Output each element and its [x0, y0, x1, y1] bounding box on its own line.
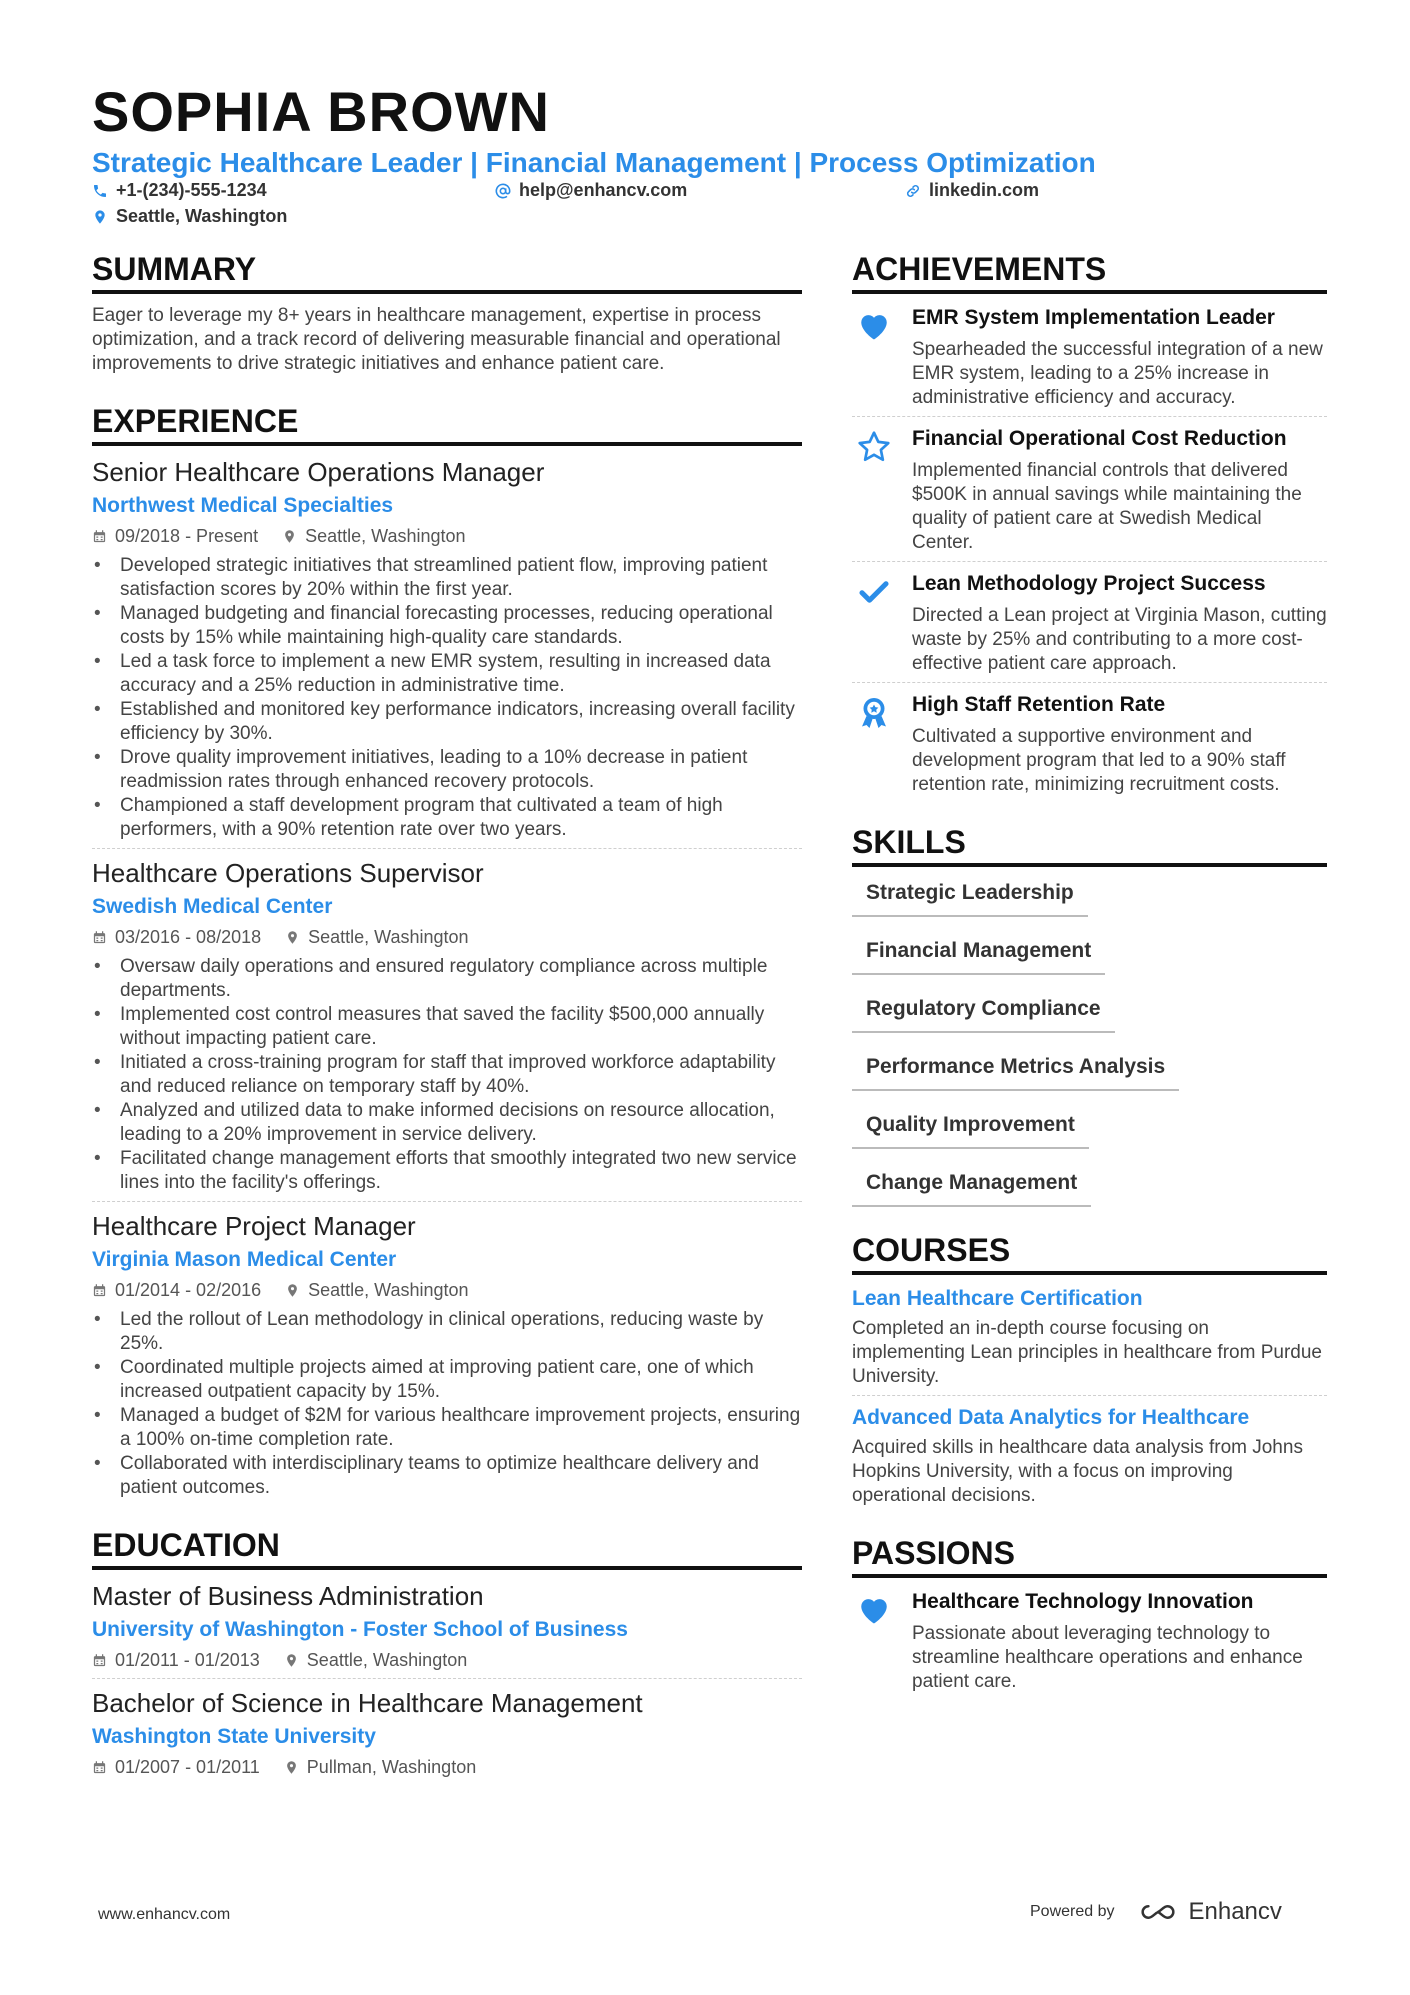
summary-text: Eager to leverage my 8+ years in healthcare management, expertise in process optimization, and a track record of delivering measurable financial and operational improvements to drive strategic initiatives and enhance patient care. [92, 305, 781, 374]
location-text: Seattle, Washington [116, 206, 288, 226]
achievement-title: EMR System Implementation Leader [912, 306, 1275, 329]
divider [92, 1678, 802, 1679]
enhancv-logo[interactable] [1135, 1898, 1282, 1926]
contact-phone [92, 180, 267, 201]
achievement-title: Lean Methodology Project Success [912, 572, 1266, 595]
candidate-name: SOPHIA BROWN [92, 80, 550, 143]
summary-heading: SUMMARY [92, 250, 802, 294]
skill-tag: Change Management [852, 1167, 1091, 1207]
achievement-title: Financial Operational Cost Reduction [912, 427, 1287, 450]
achievement-item [852, 425, 1327, 555]
location-pin-icon [92, 209, 108, 225]
bullet-item: • Led the rollout of Lean methodology in clinical operations, reducing waste by 25%. [92, 1308, 802, 1356]
right-column [852, 250, 1327, 1694]
achievement-title: High Staff Retention Rate [912, 693, 1166, 716]
course-desc: Acquired skills in healthcare data analysis from Johns Hopkins University, with a focus on improving operational decisions. [852, 1437, 1303, 1506]
education-dates: 01/2007 - 01/2011 [92, 1755, 260, 1779]
bullet-item: • Collaborated with interdisciplinary teams to optimize healthcare delivery and patient outcomes. [92, 1452, 802, 1500]
bullet-item: • Facilitated change management efforts that smoothly integrated two new service lines into the facility's offerings. [92, 1147, 802, 1195]
job-title: Senior Healthcare Operations Manager [92, 457, 545, 487]
skills-list [852, 877, 1327, 1225]
job-title: Healthcare Project Manager [92, 1211, 416, 1241]
heart-icon [856, 308, 892, 344]
achievement-item [852, 691, 1327, 797]
education-location: Pullman, Washington [284, 1755, 476, 1779]
course-item [852, 1285, 1327, 1389]
bullet-item: • Championed a staff development program that cultivated a team of high performers, with a 90% retention rate over two years. [92, 794, 802, 842]
skill-tag: Regulatory Compliance [852, 993, 1115, 1033]
divider [852, 1395, 1327, 1396]
passions-heading: PASSIONS [852, 1534, 1327, 1578]
bullet-item: • Initiated a cross-training program for staff that improved workforce adaptability and reduced reliance on temporary staff by 40%. [92, 1051, 802, 1099]
education-heading: EDUCATION [92, 1526, 802, 1570]
job-bullets [92, 554, 802, 842]
job-dates: 09/2018 - Present [92, 524, 258, 548]
job-entry [92, 1210, 802, 1500]
skill-tag: Financial Management [852, 935, 1105, 975]
contact-location [92, 206, 287, 227]
contact-linkedin[interactable] [905, 180, 1039, 201]
calendar-icon [92, 529, 107, 544]
powered-by-label: Powered by [1030, 1903, 1115, 1920]
divider [92, 1201, 802, 1202]
star-icon [856, 429, 892, 465]
checkmark-icon [856, 574, 892, 610]
location-pin-icon [285, 1283, 300, 1298]
enhancv-logo-icon [1135, 1900, 1181, 1924]
footer-website[interactable]: www.enhancv.com [98, 1906, 231, 1923]
passion-desc: Passionate about leveraging technology to streamline healthcare operations and enhance patient care. [912, 1623, 1303, 1692]
bullet-item: • Analyzed and utilized data to make informed decisions on resource allocation, leading to a 20% improvement in service delivery. [92, 1099, 802, 1147]
job-entry [92, 857, 802, 1195]
divider [92, 848, 802, 849]
calendar-icon [92, 1760, 107, 1775]
heart-icon [856, 1592, 892, 1628]
achievement-item [852, 570, 1327, 676]
footer-branding [1030, 1898, 1282, 1926]
divider [852, 561, 1327, 562]
job-meta [92, 925, 802, 949]
achievement-desc: Directed a Lean project at Virginia Mason, cutting waste by 25% and contributing to a more cost-effective patient care approach. [912, 605, 1327, 674]
job-title: Healthcare Operations Supervisor [92, 858, 484, 888]
phone-text: +1-(234)-555-1234 [116, 180, 267, 200]
degree-title: Bachelor of Science in Healthcare Management [92, 1688, 643, 1718]
achievement-desc: Cultivated a supportive environment and development program that led to a 90% staff retention rate, minimizing recruitment costs. [912, 726, 1286, 795]
at-icon [495, 183, 511, 199]
passion-item [852, 1588, 1327, 1694]
bullet-item: • Coordinated multiple projects aimed at improving patient care, one of which increased outpatient capacity by 15%. [92, 1356, 802, 1404]
divider [852, 416, 1327, 417]
email-text[interactable]: help@enhancv.com [519, 180, 688, 200]
degree-title: Master of Business Administration [92, 1581, 484, 1611]
school-name: University of Washington - Foster School of Business [92, 1618, 628, 1641]
job-meta [92, 1278, 802, 1302]
left-column [92, 250, 802, 1779]
achievement-desc: Spearheaded the successful integration of a new EMR system, leading to a 25% increase in administrative efficiency and accuracy. [912, 339, 1323, 408]
contact-email[interactable] [495, 180, 687, 201]
education-location: Seattle, Washington [284, 1648, 467, 1672]
candidate-subtitle: Strategic Healthcare Leader | Financial Management | Process Optimization [92, 147, 1096, 178]
location-pin-icon [285, 930, 300, 945]
award-ribbon-icon [856, 695, 892, 731]
job-meta [92, 524, 802, 548]
courses-heading: COURSES [852, 1231, 1327, 1275]
calendar-icon [92, 1283, 107, 1298]
skill-tag: Performance Metrics Analysis [852, 1051, 1179, 1091]
school-name: Washington State University [92, 1725, 376, 1748]
course-title: Lean Healthcare Certification [852, 1287, 1143, 1310]
achievement-desc: Implemented financial controls that delivered $500K in annual savings while maintaining the quality of patient care at Swedish Medical Center. [912, 460, 1302, 553]
location-pin-icon [284, 1760, 299, 1775]
passion-title: Healthcare Technology Innovation [912, 1590, 1254, 1613]
job-entry [92, 456, 802, 842]
skill-tag: Strategic Leadership [852, 877, 1088, 917]
bullet-item: • Led a task force to implement a new EMR system, resulting in increased data accuracy and a 25% reduction in administrative time. [92, 650, 802, 698]
job-bullets [92, 955, 802, 1195]
education-meta [92, 1755, 802, 1779]
achievements-heading: ACHIEVEMENTS [852, 250, 1327, 294]
job-dates: 03/2016 - 08/2018 [92, 925, 261, 949]
location-pin-icon [282, 529, 297, 544]
bullet-item: • Managed a budget of $2M for various healthcare improvement projects, ensuring a 100% on-time completion rate. [92, 1404, 802, 1452]
location-pin-icon [284, 1653, 299, 1668]
course-title: Advanced Data Analytics for Healthcare [852, 1406, 1250, 1429]
bullet-item: • Drove quality improvement initiatives, leading to a 10% decrease in patient readmission rates through enhanced recovery protocols. [92, 746, 802, 794]
bullet-item: • Established and monitored key performance indicators, increasing overall facility efficiency by 30%. [92, 698, 802, 746]
job-dates: 01/2014 - 02/2016 [92, 1278, 261, 1302]
skills-heading: SKILLS [852, 823, 1327, 867]
education-meta [92, 1648, 802, 1672]
achievement-item [852, 304, 1327, 410]
bullet-item: • Developed strategic initiatives that streamlined patient flow, improving patient satisfaction scores by 20% within the first year. [92, 554, 802, 602]
company-name: Swedish Medical Center [92, 895, 333, 918]
company-name: Virginia Mason Medical Center [92, 1248, 397, 1271]
skill-tag: Quality Improvement [852, 1109, 1089, 1149]
divider [852, 682, 1327, 683]
job-location: Seattle, Washington [285, 925, 468, 949]
course-desc: Completed an in-depth course focusing on implementing Lean principles in healthcare from Purdue University. [852, 1318, 1322, 1387]
education-entry [92, 1687, 802, 1779]
education-dates: 01/2011 - 01/2013 [92, 1648, 260, 1672]
calendar-icon [92, 930, 107, 945]
job-location: Seattle, Washington [282, 524, 465, 548]
bullet-item: • Oversaw daily operations and ensured regulatory compliance across multiple departments. [92, 955, 802, 1003]
bullet-item: • Implemented cost control measures that saved the facility $500,000 annually without impacting patient care. [92, 1003, 802, 1051]
bullet-item: • Managed budgeting and financial forecasting processes, reducing operational costs by 15% while maintaining high-quality care standards. [92, 602, 802, 650]
education-entry [92, 1580, 802, 1672]
calendar-icon [92, 1653, 107, 1668]
phone-icon [92, 183, 108, 199]
course-item [852, 1404, 1327, 1508]
job-bullets [92, 1308, 802, 1500]
link-icon [905, 183, 921, 199]
company-name: Northwest Medical Specialties [92, 494, 394, 517]
experience-heading: EXPERIENCE [92, 402, 802, 446]
linkedin-text[interactable]: linkedin.com [929, 180, 1040, 200]
job-location: Seattle, Washington [285, 1278, 468, 1302]
brand-name: Enhancv [1188, 1898, 1282, 1925]
